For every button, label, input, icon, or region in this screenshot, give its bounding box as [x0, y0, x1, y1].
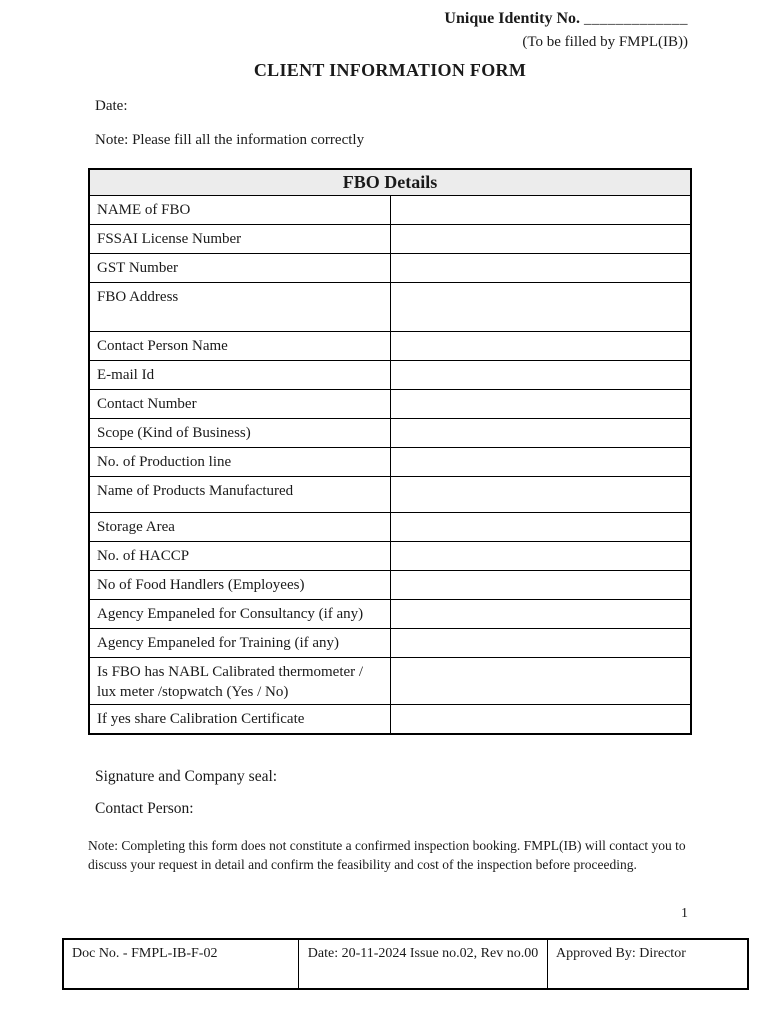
field-label-contact-person-name: Contact Person Name: [89, 332, 390, 361]
table-row: [89, 629, 691, 658]
table-row: [89, 361, 691, 390]
field-value-nabl-calibrated: [390, 658, 691, 705]
field-label-calibration-certificate: If yes share Calibration Certificate: [89, 705, 390, 734]
field-label-contact-number: Contact Number: [89, 390, 390, 419]
table-row: [89, 419, 691, 448]
field-label-nabl-calibrated: Is FBO has NABL Calibrated thermometer / lux meter /stopwatch (Yes / No): [89, 658, 390, 705]
field-label-products-manufactured: Name of Products Manufactured: [89, 477, 390, 513]
field-value-no-of-haccp: [390, 542, 691, 571]
field-value-scope: [390, 419, 691, 448]
field-value-email-id: [390, 361, 691, 390]
unique-identity-label: [444, 10, 688, 28]
field-label-storage-area: Storage Area: [89, 513, 390, 542]
field-value-fssai-license: [390, 225, 691, 254]
field-value-production-line: [390, 448, 691, 477]
document-control-table: [62, 938, 749, 990]
field-label-gst-number: GST Number: [89, 254, 390, 283]
table-row: [89, 225, 691, 254]
doc-no-cell: Doc No. - FMPL-IB-F-02: [63, 939, 299, 989]
page-title: CLIENT INFORMATION FORM: [253, 60, 527, 80]
table-row: [89, 332, 691, 361]
table-row: [89, 513, 691, 542]
field-label-name-of-fbo: NAME of FBO: [89, 196, 390, 225]
table-row: [89, 600, 691, 629]
unique-identity-blank-line: _____________: [584, 11, 688, 27]
field-value-calibration-certificate: [390, 705, 691, 734]
field-label-food-handlers: No of Food Handlers (Employees): [89, 571, 390, 600]
table-row: [89, 448, 691, 477]
field-label-fbo-address: FBO Address: [89, 283, 390, 332]
field-value-gst-number: [390, 254, 691, 283]
field-label-no-of-haccp: No. of HACCP: [89, 542, 390, 571]
field-value-agency-training: [390, 629, 691, 658]
document-control-row: [63, 939, 748, 989]
table-row: [89, 196, 691, 225]
table-title: FBO Details: [89, 169, 691, 196]
approved-by-cell: Approved By: Director: [548, 939, 749, 989]
date-issue-rev-cell: Date: 20-11-2024 Issue no.02, Rev no.00: [299, 939, 548, 989]
booking-disclaimer-note: Note: Completing this form does not constitute a confirmed inspection booking. FMPL(IB) will contact you to discuss your request in detail and confirm the feasibility and cost of the inspection before proceeding.: [88, 838, 686, 872]
signature-and-seal-label: Signature and Company seal:: [95, 768, 278, 785]
page-number: 1: [681, 906, 688, 921]
field-value-fbo-address: [390, 283, 691, 332]
field-label-production-line: No. of Production line: [89, 448, 390, 477]
field-label-agency-training: Agency Empaneled for Training (if any): [89, 629, 390, 658]
fbo-details-table: [88, 168, 692, 735]
table-row: [89, 571, 691, 600]
table-row: [89, 658, 691, 705]
date-label: Date:: [95, 98, 128, 114]
contact-person-label: Contact Person:: [95, 800, 194, 817]
field-value-storage-area: [390, 513, 691, 542]
field-label-agency-consultancy: Agency Empaneled for Consultancy (if any): [89, 600, 390, 629]
table-row: [89, 477, 691, 513]
table-row: [89, 705, 691, 734]
table-row: [89, 254, 691, 283]
field-label-email-id: E-mail Id: [89, 361, 390, 390]
field-label-fssai-license: FSSAI License Number: [89, 225, 390, 254]
field-value-products-manufactured: [390, 477, 691, 513]
field-value-contact-number: [390, 390, 691, 419]
field-label-scope: Scope (Kind of Business): [89, 419, 390, 448]
field-value-agency-consultancy: [390, 600, 691, 629]
field-value-contact-person-name: [390, 332, 691, 361]
field-value-food-handlers: [390, 571, 691, 600]
unique-identity-block: [444, 10, 688, 51]
table-row: [89, 283, 691, 332]
fill-instruction-note: Note: Please fill all the information correctly: [95, 132, 365, 148]
table-row: [89, 390, 691, 419]
to-be-filled-note: (To be filled by FMPL(IB)): [522, 34, 688, 50]
field-value-name-of-fbo: [390, 196, 691, 225]
table-row: [89, 542, 691, 571]
unique-identity-text: Unique Identity No.: [444, 10, 580, 27]
table-header-row: [89, 169, 691, 196]
